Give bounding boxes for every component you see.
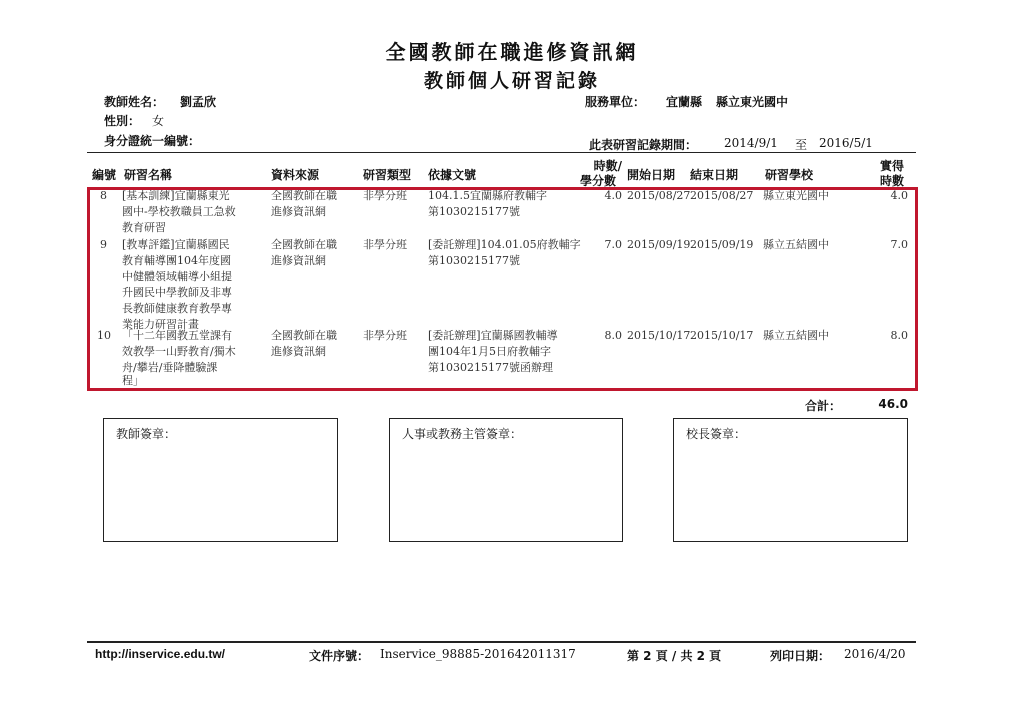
row-doc-line: [委託辦理]104.01.05府教輔字 — [428, 238, 581, 251]
period-separator: 至 — [795, 138, 808, 152]
row-course-line: 教育輔導團104年度國 — [122, 254, 231, 267]
footer-rule — [87, 641, 916, 643]
period-label: 此表研習記錄期間： — [589, 138, 698, 152]
row-course-line: 升國民中學教師及非專 — [122, 286, 232, 299]
row-school: 縣立五結國中 — [763, 329, 829, 342]
table-top-rule — [87, 152, 916, 153]
principal-signature-label: 校長簽章： — [686, 427, 747, 441]
row-actual: 4.0 — [890, 189, 908, 202]
row-source-line: 進修資訊網 — [271, 254, 326, 267]
teacher-signature-box[interactable] — [103, 418, 338, 542]
row-source-line: 全國教師在職 — [271, 189, 337, 202]
highlight-box — [87, 187, 918, 391]
row-number: 9 — [100, 238, 107, 251]
header-hours-1: 時數/ — [593, 159, 622, 173]
row-course-line: 中健體領域輔導小組提 — [122, 270, 232, 283]
row-course-line: 長教師健康教育教學專 — [122, 302, 232, 315]
row-number: 10 — [97, 329, 111, 342]
row-doc-line: [委託辦理]宜蘭縣國教輔導 — [428, 329, 558, 342]
row-course-line: 國中-學校教職員工急救 — [122, 205, 236, 218]
row-start: 2015/09/19 — [627, 238, 691, 251]
row-course-line: [教專評鑑]宜蘭縣國民 — [122, 238, 230, 251]
row-school: 縣立五結國中 — [763, 238, 829, 251]
header-actual-1: 實得 — [880, 159, 905, 173]
row-type: 非學分班 — [363, 189, 407, 202]
header-end: 結束日期 — [690, 168, 739, 182]
row-actual: 7.0 — [890, 238, 908, 251]
header-start: 開始日期 — [627, 168, 676, 182]
personnel-signature-box[interactable] — [389, 418, 623, 542]
total-label: 合計： — [805, 399, 842, 413]
row-hours: 8.0 — [604, 329, 622, 342]
row-course-line: 「十二年國教五堂課有 — [122, 329, 232, 342]
gender-label: 性別： — [104, 114, 141, 128]
row-number: 8 — [100, 189, 107, 202]
row-course-line: [基本訓練]宜蘭縣東光 — [122, 189, 230, 202]
page-subtitle: 教師個人研習記錄 — [423, 70, 600, 92]
teacher-name: 劉孟欣 — [180, 95, 217, 109]
header-source: 資料來源 — [271, 168, 320, 182]
row-type: 非學分班 — [363, 329, 407, 342]
row-doc-line: 104.1.5宜蘭縣府教輔字 — [428, 189, 547, 202]
row-hours: 4.0 — [604, 189, 622, 202]
row-start: 2015/08/27 — [627, 189, 691, 202]
period-end: 2016/5/1 — [819, 136, 873, 150]
doc-number-label: 文件序號： — [309, 649, 370, 663]
row-school: 縣立東光國中 — [763, 189, 829, 202]
header-course: 研習名稱 — [124, 168, 173, 182]
header-school: 研習學校 — [765, 168, 814, 182]
row-actual: 8.0 — [890, 329, 908, 342]
unit-county: 宜蘭縣 — [666, 95, 703, 109]
doc-number: Inservice_98885-201642011317 — [380, 647, 576, 661]
row-end: 2015/10/17 — [690, 329, 754, 342]
row-course-line: 效教學一山野教育/獨木 — [122, 345, 236, 358]
row-course-line: 程」 — [122, 374, 144, 387]
row-source-line: 全國教師在職 — [271, 329, 337, 342]
row-source-line: 全國教師在職 — [271, 238, 337, 251]
row-start: 2015/10/17 — [627, 329, 691, 342]
personnel-signature-label: 人事或教務主管簽章： — [402, 427, 523, 441]
principal-signature-box[interactable] — [673, 418, 908, 542]
header-doc: 依據文號 — [428, 168, 477, 182]
gender-value: 女 — [152, 114, 165, 128]
row-doc-line: 第1030215177號 — [428, 205, 520, 218]
site-url[interactable]: http://inservice.edu.tw/ — [95, 647, 226, 661]
print-date: 2016/4/20 — [844, 647, 906, 661]
total-value: 46.0 — [878, 397, 908, 411]
print-date-label: 列印日期： — [770, 649, 831, 663]
row-course-line: 舟/攀岩/垂降體驗課 — [122, 361, 218, 374]
unit-school: 縣立東光國中 — [716, 95, 789, 109]
row-course-line: 教育研習 — [122, 221, 166, 234]
row-doc-line: 第1030215177號函辦理 — [428, 361, 553, 374]
teacher-signature-label: 教師簽章： — [116, 427, 177, 441]
row-end: 2015/09/19 — [690, 238, 754, 251]
row-type: 非學分班 — [363, 238, 407, 251]
row-end: 2015/08/27 — [690, 189, 754, 202]
header-hours-2: 學分數 — [580, 174, 617, 188]
header-actual-2: 時數 — [880, 174, 905, 188]
period-start: 2014/9/1 — [724, 136, 778, 150]
page-title: 全國教師在職進修資訊網 — [385, 40, 639, 64]
header-type: 研習類型 — [363, 168, 412, 182]
row-source-line: 進修資訊網 — [271, 345, 326, 358]
unit-label: 服務單位： — [585, 95, 646, 109]
name-label: 教師姓名： — [104, 95, 165, 109]
row-doc-line: 第1030215177號 — [428, 254, 520, 267]
row-doc-line: 團104年1月5日府教輔字 — [428, 345, 551, 358]
id-label: 身分證統一編號： — [104, 134, 201, 148]
row-course-line: 業能力研習計畫 — [122, 318, 199, 331]
page-number: 第 2 頁 / 共 2 頁 — [627, 649, 722, 663]
row-source-line: 進修資訊網 — [271, 205, 326, 218]
header-no: 編號 — [92, 168, 117, 182]
row-hours: 7.0 — [604, 238, 622, 251]
